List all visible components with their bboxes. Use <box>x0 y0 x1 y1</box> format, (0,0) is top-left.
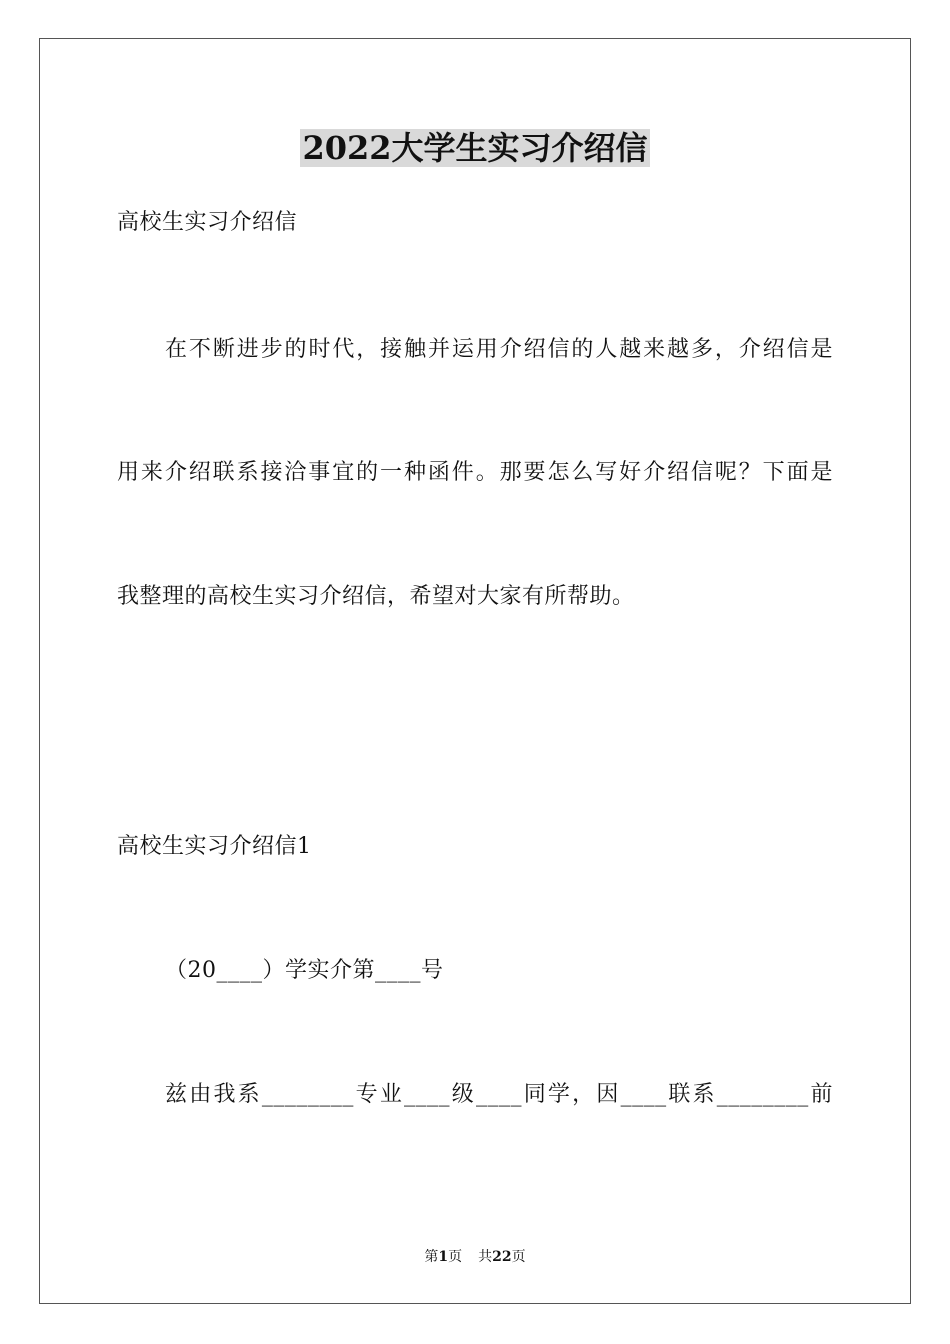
intro-paragraph-line-2: 用来介绍联系接洽事宜的一种函件。那要怎么写好介绍信呢？下面是 <box>117 460 833 485</box>
document-title-text: 2022大学生实习介绍信 <box>302 129 648 167</box>
letter-body-line-1: 兹由我系________专业____级____同学，因____联系________前 <box>165 1082 833 1107</box>
footer-page-suffix: 页 <box>448 1249 463 1265</box>
footer-total-suffix: 页 <box>511 1249 526 1265</box>
letter-1-heading: 高校生实习介绍信1 <box>117 834 312 859</box>
footer-page-number: 1 <box>438 1249 449 1265</box>
footer-total-pages: 22 <box>492 1249 512 1265</box>
section-heading: 高校生实习介绍信 <box>117 210 298 235</box>
footer-page-prefix: 第 <box>424 1249 439 1265</box>
footer-total-prefix: 共 <box>478 1249 493 1265</box>
page-footer <box>0 1247 950 1267</box>
document-title <box>0 128 950 168</box>
intro-paragraph-line-1: 在不断进步的时代，接触并运用介绍信的人越来越多，介绍信是 <box>165 337 833 362</box>
intro-paragraph-line-3: 我整理的高校生实习介绍信，希望对大家有所帮助。 <box>117 584 635 609</box>
letter-reference-number: （20____）学实介第____号 <box>165 958 444 983</box>
